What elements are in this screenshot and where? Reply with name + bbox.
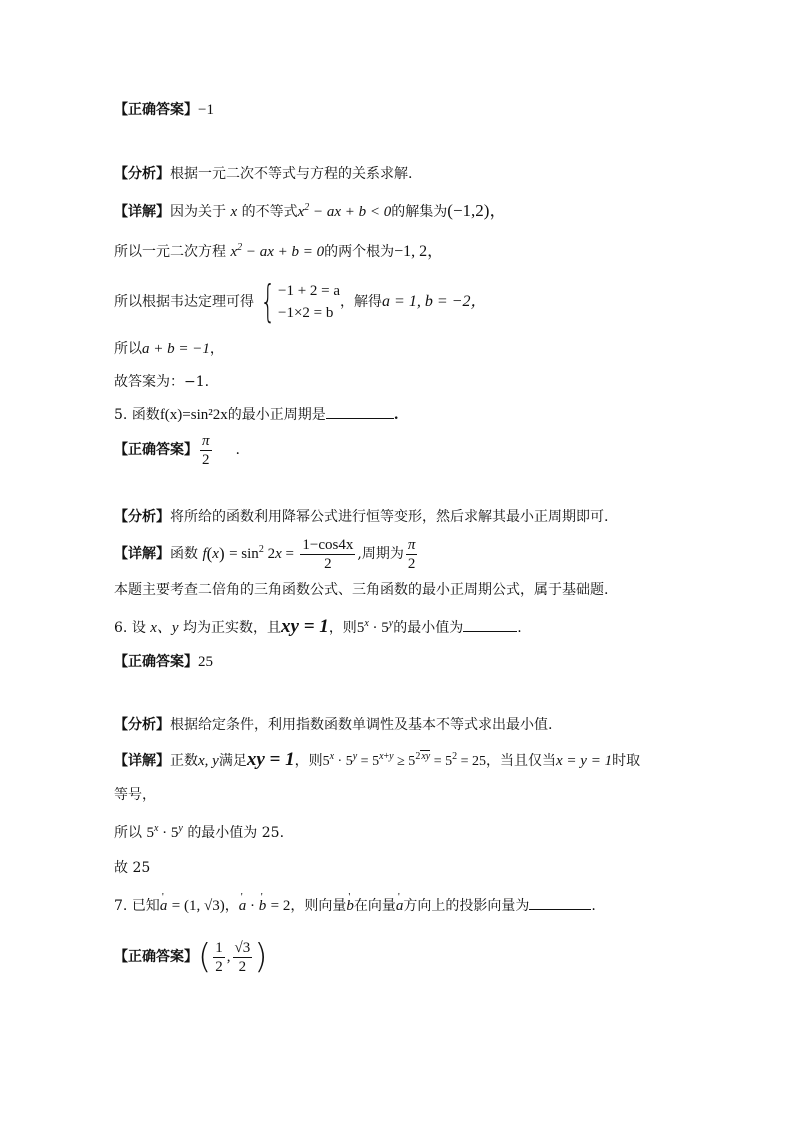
q5-analysis-line: [114, 507, 608, 527]
vector-b: ' b: [346, 896, 354, 916]
q7-stem-mid: ，: [224, 898, 239, 914]
q5-detail-arg: (: [206, 544, 213, 563]
q4-equation: $x^2$ − ax + b = 0: [230, 242, 325, 260]
q6-expression: $5^x \cdot 5^y$: [356, 618, 394, 636]
q4-line4-math: a + b = −1: [142, 341, 210, 357]
left-paren-icon: (: [198, 937, 212, 977]
q5-detail-fraction: [300, 536, 355, 573]
q6-detail-cont: 等号，: [114, 787, 156, 803]
q5-detail-sin: = $\sin^2 2x$ =: [229, 544, 294, 562]
analysis-label: 【分析】: [114, 509, 170, 525]
q6-stem-end: .: [517, 620, 522, 636]
analysis-label: 【分析】: [114, 717, 170, 733]
q6-detail-tail: ，当且仅当: [486, 753, 557, 769]
q5-stem: [114, 404, 399, 425]
vector-a: ' a: [396, 896, 404, 916]
q6-stem-mid: 均为正实数，且: [183, 620, 282, 636]
q5-period-num: π: [407, 536, 416, 553]
q5-detail-arg-close: ): [218, 544, 225, 563]
vector-a: ' a: [239, 896, 247, 916]
q4-line2-prefix: 所以一元二次方程: [114, 244, 226, 260]
vector-b: ' b: [259, 896, 267, 916]
analysis-label: 【分析】: [114, 166, 170, 182]
left-brace-icon: {: [260, 276, 276, 327]
q5-answer-fraction: [200, 432, 212, 469]
q6-analysis: 根据给定条件，利用指数函数单调性及基本不等式求出最小值.: [170, 717, 553, 733]
q6-detail-prefix: 正数: [170, 753, 198, 769]
q5-detail-line: [114, 532, 419, 576]
var-x: x: [230, 204, 238, 220]
q6-number: 6.: [114, 620, 128, 636]
q7-answer-num2: √3: [234, 939, 251, 956]
q7-stem-mid2: ，则向量: [290, 898, 347, 914]
q5-number: 5.: [114, 407, 128, 423]
q4-detail-prefix: 因为关于: [170, 204, 226, 220]
q4-line4-prefix: 所以: [114, 341, 142, 357]
q6-detail-mid2: ，则: [294, 753, 323, 769]
correct-answer-label: 【正确答案】: [114, 949, 198, 965]
q6-stem-prefix: 设: [131, 620, 146, 636]
q4-analysis: 根据一元二次不等式与方程的关系求解.: [170, 166, 413, 182]
q4-answer: −1: [198, 102, 214, 118]
q5-stem-suffix: 的最小正周期是: [227, 407, 326, 423]
right-paren-icon: ): [254, 937, 268, 977]
q7-stem: 7. 已知' a = (1, √3)，' a · ' b = 2，则向量' b在向量' a方向上的投影向量为 .: [114, 895, 596, 916]
q5-detail-x: x: [212, 546, 219, 562]
q7-answer-num1: 1: [215, 939, 223, 956]
q7-answer-den1: 2: [215, 958, 223, 975]
vector-a: ' a: [160, 896, 168, 916]
q5-answer-dot: .: [235, 442, 240, 458]
q5-stem-prefix: 函数: [131, 407, 160, 423]
q5-summary: 本题主要考查二倍角的三角函数公式、三角函数的最小正周期公式，属于基础题.: [114, 582, 609, 598]
detail-label: 【详解】: [114, 204, 170, 220]
q4-interval: (−1,2)，: [447, 201, 507, 220]
q5-answer-num: π: [202, 432, 210, 449]
q4-solution: a = 1, b = −2，: [382, 293, 487, 310]
q6-detail-eq: x = y = 1: [556, 753, 613, 769]
system-eq-1: −1 + 2 = a: [278, 283, 341, 299]
q6-detail-cond: xy = 1: [246, 749, 295, 770]
q6-detail-end: 时取: [612, 753, 641, 769]
q7-answer-frac-2: [233, 939, 253, 976]
q4-line4-suffix: ，: [209, 341, 224, 357]
q5-answer-den: 2: [202, 451, 210, 468]
q6-derivation: $5^x \cdot 5^y = 5^{x+y} \ge 5^{2xy} = 5^2 = 25$: [322, 751, 487, 769]
q7-dot-value: = 2: [270, 898, 291, 914]
q6-min-prefix: 所以: [114, 825, 142, 841]
q4-detail-line-3: [114, 278, 486, 326]
q4-line3-mid: ，解得: [340, 294, 383, 310]
q5-detail-fx: f: [202, 546, 207, 562]
q7-vec-a-value: = (1, √3): [171, 898, 225, 914]
q5-period-den: 2: [407, 555, 416, 572]
q4-conclusion: 故答案为：−1.: [114, 374, 210, 390]
q6-detail-mid: 满足: [218, 753, 247, 769]
q6-stem: [114, 617, 522, 638]
answer-blank: [529, 895, 591, 910]
q5-detail-frac-den: 2: [324, 555, 332, 572]
q5-function: f(x)=sin²2x: [159, 407, 228, 423]
system-eq-2: −1×2 = b: [278, 305, 334, 321]
correct-answer-label: 【正确答案】: [114, 654, 198, 670]
q5-detail-mid: ,周期为: [357, 546, 404, 562]
q4-inequality: $x^2$ − ax + b < 0: [297, 202, 392, 220]
q6-min-suffix: 的最小值为 25.: [187, 825, 285, 841]
q6-min-expression: $5^x \cdot 5^y$: [146, 823, 183, 841]
q4-analysis-line: [114, 164, 412, 184]
q7-number: 7.: [114, 898, 128, 914]
q6-detail-line: [114, 750, 640, 772]
q5-period-fraction: [406, 536, 418, 573]
q6-stem-suffix: 的最小值为: [393, 620, 464, 636]
q7-stem-prefix: 已知: [131, 898, 160, 914]
detail-label: 【详解】: [114, 546, 170, 562]
correct-answer-label: 【正确答案】: [114, 102, 198, 118]
q6-analysis-line: [114, 715, 552, 735]
q7-stem-suffix: 方向上的投影向量为: [403, 898, 530, 914]
q4-line3-prefix: 所以根据韦达定理可得: [114, 294, 254, 310]
q4-detail-suffix: 的解集为: [391, 204, 448, 220]
q4-detail-line-4: [114, 339, 224, 359]
q6-stem-cond: xy = 1: [281, 616, 329, 637]
q4-detail-line-1: [114, 201, 506, 222]
q6-conclusion: 故 25: [114, 860, 151, 876]
q5-detail-frac-num: 1−cos4x: [302, 536, 354, 553]
q7-answer-line: 【正确答案】( $\frac{1}{2}$ , $\frac{√3}{2}$ ): [114, 937, 268, 977]
q4-detail-mid: 的不等式: [241, 204, 298, 220]
q4-roots: −1, 2，: [394, 243, 444, 260]
q4-detail-line-2: [114, 242, 443, 262]
q6-answer-line: [114, 652, 213, 672]
q4-line2-suffix: 的两个根为: [324, 244, 395, 260]
q6-detail-vars: x, y: [198, 753, 219, 769]
q6-stem-mid2: ，则: [328, 620, 357, 636]
q4-answer-line: [114, 100, 214, 120]
detail-label: 【详解】: [114, 753, 170, 769]
q6-min-line: [114, 823, 284, 843]
q7-answer-den2: 2: [238, 958, 247, 975]
q7-stem-end: .: [591, 898, 596, 914]
q5-stem-end: .: [393, 407, 399, 423]
q7-answer-frac-1: [213, 939, 225, 976]
q6-stem-vars: x、y: [150, 620, 179, 636]
q7-stem-mid3: 在向量: [353, 898, 396, 914]
vieta-system: [254, 276, 341, 327]
correct-answer-label: 【正确答案】: [114, 442, 198, 458]
answer-blank: [326, 404, 394, 419]
q5-answer-line: [114, 430, 240, 470]
q6-answer: 25: [198, 654, 213, 670]
q5-analysis: 将所给的函数利用降幂公式进行恒等变形，然后求解其最小正周期即可.: [170, 509, 609, 525]
answer-blank: [463, 617, 517, 632]
q5-detail-prefix: 函数: [170, 546, 198, 562]
